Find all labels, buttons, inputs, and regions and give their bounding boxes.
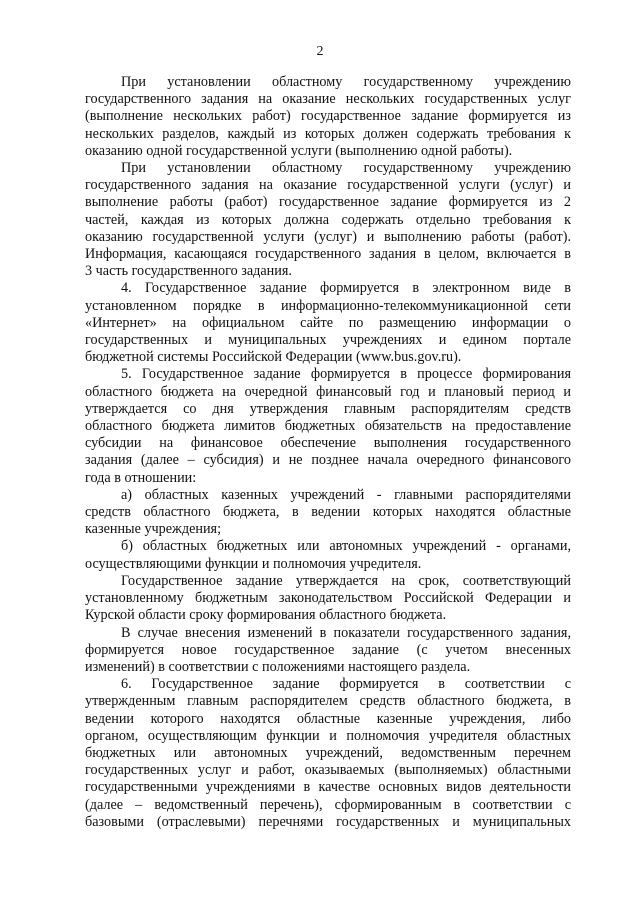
text-line: В случае внесения изменений в показатели государственного задания, xyxy=(121,624,571,641)
text-line: казенные учреждения; xyxy=(85,521,222,538)
text-line: 5. Государственное задание формируется в процессе формирования xyxy=(121,366,571,383)
text-line: государственных и муниципальных учреждениях и едином портале xyxy=(85,332,571,349)
text-line: б) областных бюджетных или автономных учреждений - органами, xyxy=(121,538,571,555)
paragraph xyxy=(85,366,571,486)
text-line: формируется новое государственное задание (с учетом внесенных xyxy=(85,641,571,658)
text-line: государственного задания на оказание нескольких государственных услуг xyxy=(85,91,571,108)
text-line: изменений) в соответствии с положениями настоящего раздела. xyxy=(85,658,471,675)
text-line: При установлении областному государственному учреждению xyxy=(121,160,571,177)
paragraph xyxy=(85,676,571,831)
document-body xyxy=(85,74,571,831)
text-line: а) областных казенных учреждений - главными распорядителями xyxy=(121,486,571,503)
text-line: бюджетной системы Российской Федерации (www.bus.gov.ru). xyxy=(85,349,462,366)
text-line: (выполнение нескольких работ) государственное задание формируется из xyxy=(85,108,571,125)
paragraph xyxy=(85,74,571,160)
text-line: установленном порядке в информационно-телекоммуникационной сети xyxy=(85,297,571,314)
text-line: (далее – ведомственный перечень), сформированным в соответствии с xyxy=(85,796,571,813)
text-line: областного бюджета лимитов бюджетных обязательств на предоставление xyxy=(85,418,571,435)
text-line: задания (далее – субсидия) и не позднее начала очередного финансового xyxy=(85,452,571,469)
text-line: субсидии на финансовое обеспечение выполнения государственного xyxy=(85,435,571,452)
text-line: установленному бюджетным законодательством Российской Федерации и xyxy=(85,590,571,607)
paragraph xyxy=(85,487,571,539)
text-line: «Интернет» на официальном сайте по размещению информации о xyxy=(85,314,571,331)
paragraph xyxy=(85,573,571,625)
text-line: утвержденным главным распорядителем средств областного бюджета, в xyxy=(85,693,571,710)
text-line: средств областного бюджета, в ведении которых находятся областные xyxy=(85,504,571,521)
text-line: 6. Государственное задание формируется в соответствии с xyxy=(121,676,571,693)
text-line: нескольких разделов, каждый из которых должен содержать требования к xyxy=(85,125,571,142)
text-line: Государственное задание утверждается на срок, соответствующий xyxy=(121,572,571,589)
text-line: ведении которого находятся областные казенные учреждения, либо xyxy=(85,710,571,727)
page-number: 2 xyxy=(316,44,324,59)
text-line: государственного задания на оказание государственной услуги (услуг) и xyxy=(85,177,571,194)
paragraph xyxy=(85,160,571,280)
text-line: При установлении областному государственному учреждению xyxy=(121,74,571,90)
text-line: года в отношении: xyxy=(85,469,197,486)
text-line: оказанию одной государственной услуги (выполнению одной работы). xyxy=(85,142,513,159)
text-line: государственными учреждениями в качестве основных видов деятельности xyxy=(85,779,571,796)
text-line: базовыми (отраслевыми) перечнями государственных и муниципальных xyxy=(85,813,571,830)
text-line: частей, каждая из которых должна содержать отдельно требования к xyxy=(85,211,571,228)
text-line: государственных услуг и работ, оказываемых (выполняемых) областными xyxy=(85,762,571,779)
text-line: Информация, касающаяся государственного задания в целом, включается в xyxy=(85,246,571,263)
text-line: Курской области сроку формирования областного бюджета. xyxy=(85,607,447,624)
text-line: 3 часть государственного задания. xyxy=(85,263,292,280)
paragraph xyxy=(85,625,571,677)
text-line: органом, осуществляющим функции и полномочия учредителя областных xyxy=(85,727,571,744)
text-line: бюджетных или автономных учреждений, ведомственным перечнем xyxy=(85,744,571,761)
paragraph xyxy=(85,538,571,572)
text-line: утверждается со дня утверждения главным распорядителям средств xyxy=(85,400,571,417)
text-line: оказанию государственной услуги (услуг) и выполнению работы (работ). xyxy=(85,228,571,245)
paragraph xyxy=(85,280,571,366)
text-line: выполнение работы (работ) государственное задание формируется из 2 xyxy=(85,194,571,211)
text-line: 4. Государственное задание формируется в электронном виде в xyxy=(121,280,571,297)
text-line: осуществляющими функции и полномочия учредителя. xyxy=(85,555,422,572)
text-line: областного бюджета на очередной финансовый год и плановый период и xyxy=(85,383,571,400)
